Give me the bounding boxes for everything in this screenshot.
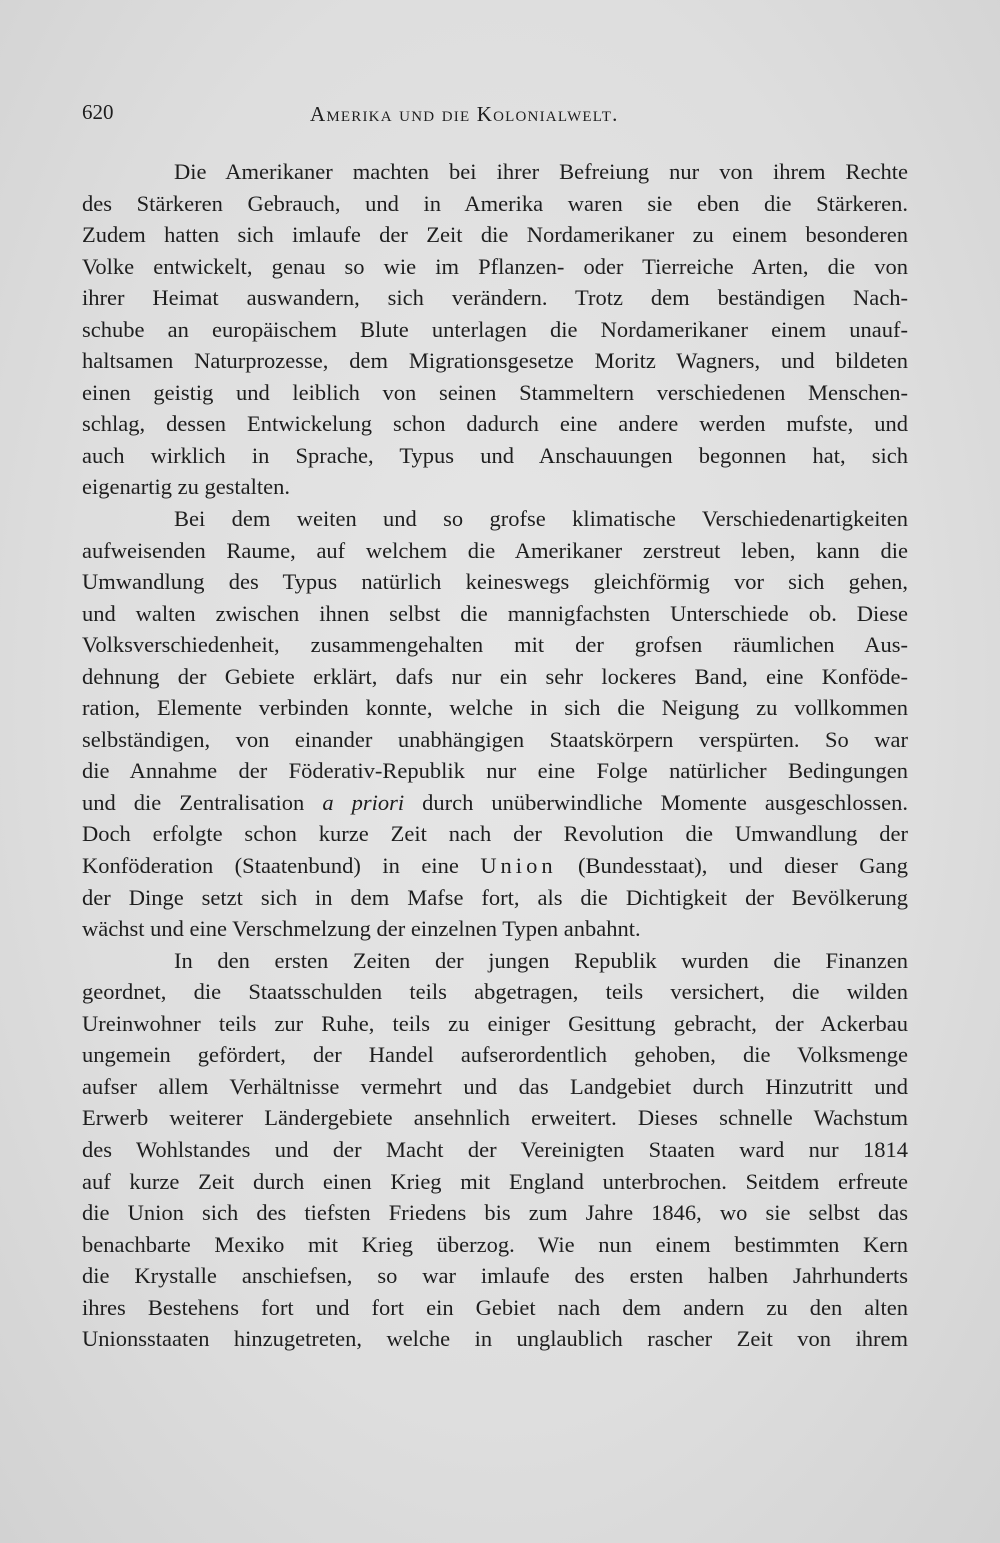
text-line: wächst und eine Verschmelzung der einzelnen Typen anbahnt.: [82, 916, 641, 942]
text-line: In den ersten Zeiten der jungen Republik wurden die Finanzen: [174, 947, 908, 973]
text-line: geordnet, die Staatsschulden teils abgetragen, teils versichert, die wilden: [82, 979, 908, 1005]
italic-term: a priori: [322, 789, 405, 815]
text-line: Die Amerikaner machten bei ihrer Befreiung nur von ihrem Rechte: [174, 159, 908, 184]
text-line: schube an europäischem Blute unterlagen die Nordamerikaner einem unauf-: [82, 316, 908, 342]
text-line: Ureinwohner teils zur Ruhe, teils zu einiger Gesittung gebracht, der Ackerbau: [82, 1010, 908, 1036]
text-line: die Union sich des tiefsten Friedens bis zum Jahre 1846, wo sie selbst das: [82, 1200, 908, 1226]
text-line: auf kurze Zeit durch einen Krieg mit England unterbrochen. Seitdem erfreute: [82, 1168, 908, 1194]
text-line: Bei dem weiten und so grofse klimatische Verschiedenartigkeiten: [174, 506, 908, 532]
text-line: aufser allem Verhältnisse vermehrt und das Landgebiet durch Hinzutritt und: [82, 1073, 908, 1099]
text-line: des Wohlstandes und der Macht der Vereinigten Staaten ward nur 1814: [82, 1136, 908, 1162]
text-line: Doch erfolgte schon kurze Zeit nach der Revolution die Umwandlung der: [82, 821, 908, 847]
text-line: die Annahme der Föderativ-Republik nur eine Folge natürlicher Bedingungen: [82, 758, 908, 784]
text-line: die Krystalle anschiefsen, so war imlaufe des ersten halben Jahrhunderts: [82, 1263, 908, 1289]
text-line: haltsamen Naturprozesse, dem Migrationsgesetze Moritz Wagners, und bildeten: [82, 348, 908, 374]
text-line: auch wirklich in Sprache, Typus und Anschauungen begonnen hat, sich: [82, 442, 908, 468]
text-line: [82, 850, 908, 882]
text-line: ihrer Heimat auswandern, sich verändern. Trotz dem beständigen Nach-: [82, 285, 908, 311]
spaced-term: Union: [480, 853, 557, 879]
text-line: Erwerb weiterer Ländergebiete ansehnlich erweitert. Dieses schnelle Wachstum: [82, 1105, 908, 1131]
text-line: benachbarte Mexiko mit Krieg überzog. Wie nun einem bestimmten Kern: [82, 1231, 908, 1257]
text-line: ration, Elemente verbinden konnte, welche in sich die Neigung zu vollkommen: [82, 695, 908, 721]
body-text: [82, 156, 908, 1355]
text-line: ungemein gefördert, der Handel aufserordentlich gehoben, die Volksmenge: [82, 1042, 908, 1068]
text-line: [82, 787, 908, 819]
text-line: der Dinge setzt sich in dem Mafse fort, als die Dichtigkeit der Bevölkerung: [82, 884, 908, 910]
text-line: aufweisenden Raume, auf welchem die Amerikaner zerstreut leben, kann die: [82, 537, 908, 563]
text-line: Unionsstaaten hinzugetreten, welche in unglaublich rascher Zeit von ihrem: [82, 1326, 908, 1352]
text-line: dehnung der Gebiete erklärt, dafs nur ein sehr lockeres Band, eine Konföde-: [82, 663, 908, 689]
text-line: des Stärkeren Gebrauch, und in Amerika waren sie eben die Stärkeren.: [82, 190, 908, 216]
text-segment: und die Zentralisation: [82, 789, 305, 815]
text-segment: (Bundesstaat), und dieser Gang: [578, 853, 908, 879]
text-line: eigenartig zu gestalten.: [82, 474, 291, 500]
text-line: ihres Bestehens fort und fort ein Gebiet nach dem andern zu den alten: [82, 1294, 908, 1320]
text-line: Zudem hatten sich imlaufe der Zeit die Nordamerikaner zu einem besonderen: [82, 222, 908, 248]
text-line: Volke entwickelt, genau so wie im Pflanzen- oder Tierreiche Arten, die von: [82, 253, 908, 279]
text-line: einen geistig und leiblich von seinen Stammeltern verschiedenen Menschen-: [82, 379, 908, 405]
text-line: und walten zwischen ihnen selbst die mannigfachsten Unterschiede ob. Diese: [82, 600, 908, 626]
text-line: Umwandlung des Typus natürlich keineswegs gleichförmig vor sich gehen,: [82, 569, 908, 595]
text-segment: Konföderation (Staatenbund) in eine: [82, 853, 459, 879]
running-title: Amerika und die Kolonialwelt.: [310, 102, 619, 126]
text-line: selbständigen, von einander unabhängigen Staatskörpern verspürten. So war: [82, 726, 908, 752]
text-line: Volksverschiedenheit, zusammengehalten mit der grofsen räumlichen Aus-: [82, 632, 908, 658]
text-segment: durch unüberwindliche Momente ausgeschlossen.: [422, 789, 908, 815]
page-number: 620: [82, 100, 114, 124]
page-header: [82, 100, 702, 132]
text-line: schlag, dessen Entwickelung schon dadurch eine andere werden mufste, und: [82, 411, 908, 437]
